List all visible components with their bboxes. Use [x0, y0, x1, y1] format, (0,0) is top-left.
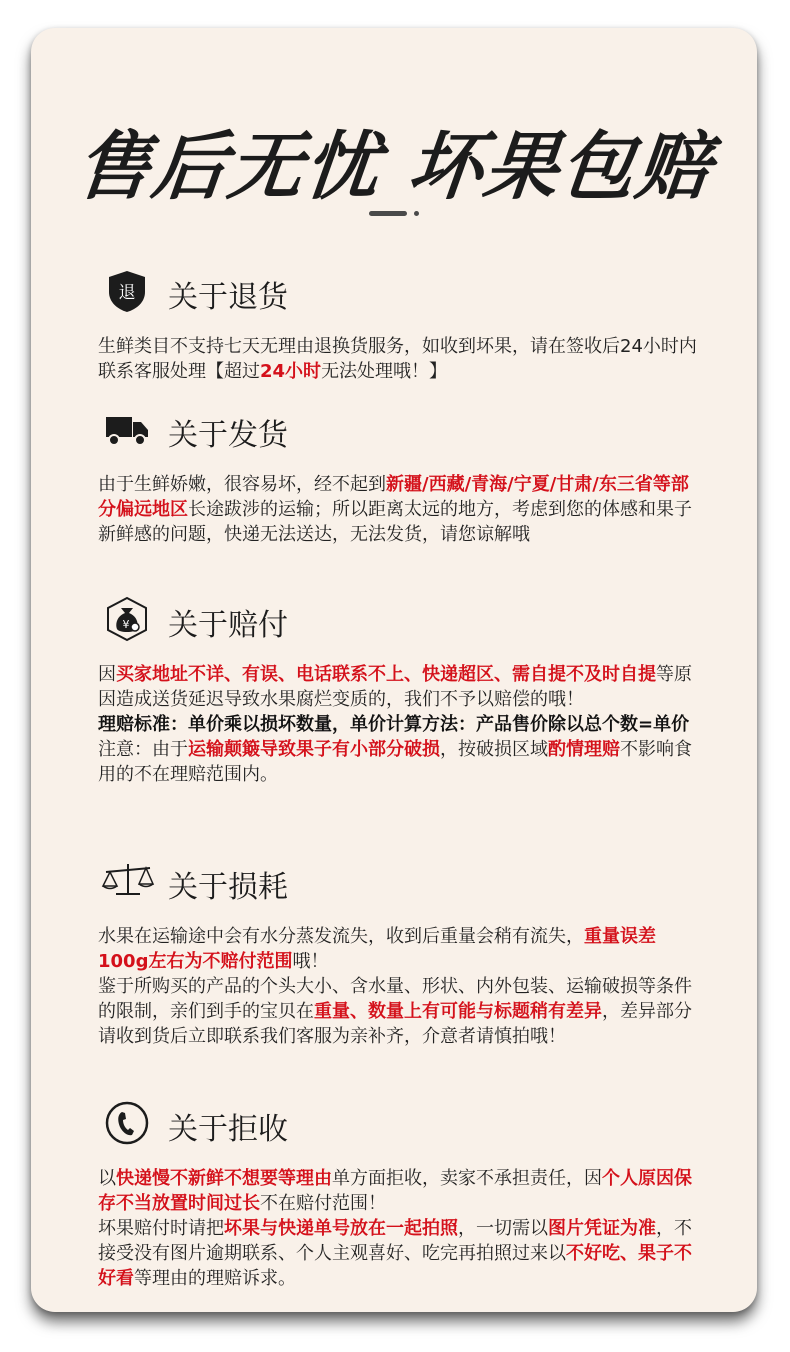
svg-text:退: 退	[118, 283, 136, 303]
body-text: 生鲜类目不支持七天无理由退换货服务，如收到坏果，请在签收后24小时内联系客服处理【超过	[98, 336, 697, 382]
section-body	[98, 1166, 700, 1291]
body-text: ，不接受没有图片逾期联系、个人主观喜好、吃完再拍照过来以	[98, 1218, 692, 1264]
body-text: 等理由的理赔诉求。	[134, 1268, 296, 1289]
highlight-text: 重量误差100g左右为不赔付范围	[98, 926, 656, 972]
body-text: 单方面拒收，卖家不承担责任，因	[332, 1168, 602, 1189]
body-text: ，一切需以	[458, 1218, 548, 1239]
section-body	[98, 472, 700, 547]
highlight-text: 运输颠簸导致果子有小部分破损	[188, 739, 440, 760]
body-text: 注意：由于	[98, 739, 188, 760]
body-text: 以	[98, 1168, 116, 1189]
page-title: 售后无忧 坏果包赔	[71, 124, 717, 210]
highlight-text: 重量、数量上有可能与标题稍有差异	[314, 1001, 602, 1022]
money-bag-icon	[104, 596, 150, 642]
section-shipping	[98, 406, 700, 547]
body-paragraph	[98, 712, 700, 737]
section-returns	[98, 268, 700, 384]
highlight-text: 快递慢不新鲜不想要等理由	[116, 1168, 332, 1189]
highlight-text: 酌情理赔	[548, 739, 620, 760]
section-body	[98, 924, 700, 1049]
section-heading: 关于赔付	[168, 608, 288, 643]
body-paragraph	[98, 974, 700, 1049]
svg-text:¥: ¥	[122, 618, 130, 631]
body-paragraph	[98, 1166, 700, 1216]
body-text: 长途跋涉的运输；所以距离太远的地方，考虑到您的体感和果子新鲜感的问题，快递无法送达，无法发货，请您谅解哦	[98, 499, 692, 545]
section-rejection	[98, 1100, 700, 1291]
section-heading: 关于损耗	[168, 870, 288, 905]
highlight-text: 新疆/西藏/青海/宁夏/甘肃/东三省等部分偏远地区	[98, 474, 689, 520]
body-text: 不在赔付范围！	[260, 1193, 386, 1214]
balance-scale-icon	[100, 858, 156, 904]
body-paragraph	[98, 472, 700, 547]
section-heading: 关于拒收	[168, 1112, 288, 1147]
highlight-text: 坏果与快递单号放在一起拍照	[224, 1218, 458, 1239]
section-loss	[98, 858, 700, 1049]
body-text: 坏果赔付时请把	[98, 1218, 224, 1239]
body-text: 水果在运输途中会有水分蒸发流失，收到后重量会稍有流失，	[98, 926, 584, 947]
body-text: ，按破损区域	[440, 739, 548, 760]
highlight-text: 不好吃、果子不好看	[98, 1243, 692, 1289]
bold-text: 理赔标准：单价乘以损坏数量，单价计算方法：产品售价除以总个数=单价	[98, 714, 690, 735]
section-body	[98, 662, 700, 787]
delivery-truck-icon	[104, 406, 150, 452]
highlight-text: 图片凭证为准	[548, 1218, 656, 1239]
body-paragraph	[98, 1216, 700, 1291]
body-paragraph	[98, 737, 700, 787]
body-text: 不影响食用的不在理赔范围内。	[98, 739, 692, 785]
body-text: 由于生鲜娇嫩，很容易坏，经不起到	[98, 474, 386, 495]
body-paragraph	[98, 662, 700, 712]
body-text: 鉴于所购买的产品的个头大小、含水量、形状、内外包装、运输破损等条件的限制，亲们到手的宝贝在	[98, 976, 692, 1022]
section-heading: 关于发货	[168, 418, 288, 453]
highlight-text: 24小时	[260, 361, 322, 382]
body-text: 等原因造成送货延迟导致水果腐烂变质的，我们不予以赔偿的哦！	[98, 664, 692, 710]
section-compensation	[98, 596, 700, 787]
section-heading: 关于退货	[168, 280, 288, 315]
body-text: 哦！	[292, 951, 329, 972]
body-text: 无法处理哦！】	[321, 361, 448, 382]
highlight-text: 买家地址不详、有误、电话联系不上、快递超区、需自提不及时自提	[116, 664, 656, 685]
highlight-text: 个人原因保存不当放置时间过长	[98, 1168, 692, 1214]
phone-icon	[104, 1100, 150, 1146]
return-shield-icon	[104, 268, 150, 314]
body-text: ，差异部分请收到货后立即联系我们客服为亲补齐，介意者请慎拍哦！	[98, 1001, 692, 1047]
section-body	[98, 334, 700, 384]
body-text: 因	[98, 664, 116, 685]
body-paragraph	[98, 924, 700, 974]
body-paragraph	[98, 334, 700, 384]
